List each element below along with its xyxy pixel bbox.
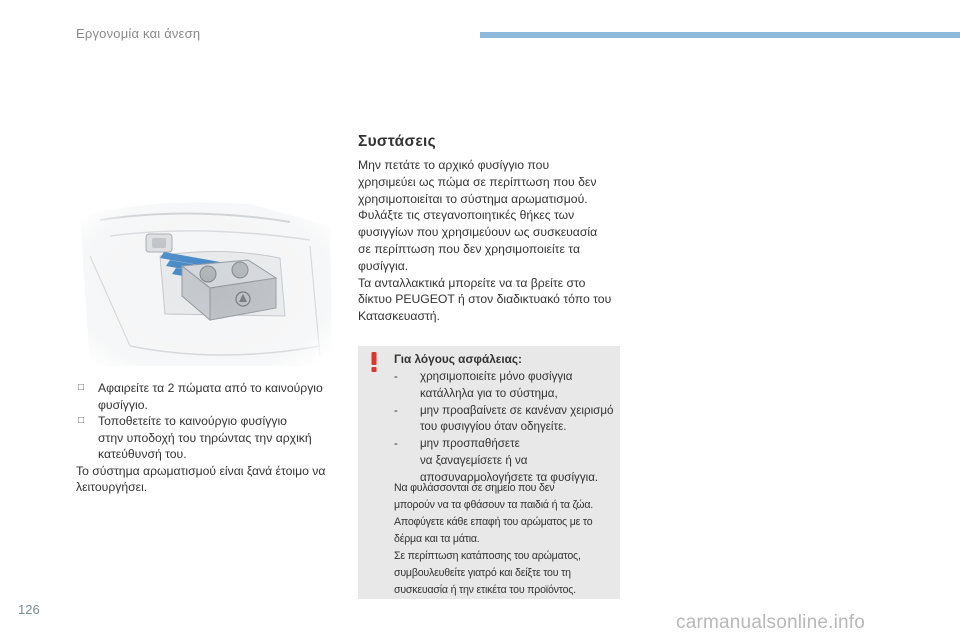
checkbox-bullet-icon: □ [78,382,85,393]
safety-list [394,369,620,487]
warning-exclamation-icon [368,352,380,372]
rec-line: Φυλάξτε τις στεγανοποιητικές θήκες των [358,208,575,223]
dash-marker: - [394,403,398,417]
step-item [76,413,346,463]
note-line: συμβουλευθείτε γιατρό και δείξτε του τη [394,567,571,579]
glovebox-fragrance-diagram-icon [70,196,338,376]
page-number: 126 [18,602,40,617]
checkbox-bullet-icon: □ [78,415,85,426]
rec-line: χρησιμεύει ως πώμα σε περίπτωση που δεν [358,174,597,189]
recommendations-body [358,157,620,325]
instruction-steps [76,380,346,496]
safety-item-text: να ξαναγεμίσετε ή να [420,453,528,467]
step-text: στην υποδοχή του τηρώντας την αρχική [98,430,312,445]
note-line: Σε περίπτωση κατάποσης του αρώματος, [394,550,581,562]
step-text: Αφαιρείτε τα 2 πώματα από το καινούργιο [98,381,323,395]
rec-line: δίκτυο PEUGEOT ή στον διαδικτυακό τόπο του [358,292,612,307]
result-line: λειτουργήσει. [76,480,148,494]
note-line: μπορούν να τα φθάσουν τα παιδιά ή τα ζώα. [394,499,594,511]
header-accent-bar [480,32,960,38]
watermark-link[interactable]: carmanualsonline.info [676,612,866,633]
safety-item [394,403,620,437]
note-line: Αποφύγετε κάθε επαφή του αρώματος με το [394,516,593,528]
step-text: φυσίγγιο. [98,397,148,412]
rec-line: φυσίγγια. [358,258,409,273]
dash-marker: - [394,370,398,383]
section-title: Εργονομία και άνεση [76,26,201,41]
rec-line: Μην πετάτε το αρχικό φυσίγγιο που [358,158,550,172]
safety-warning-panel [358,346,620,599]
rec-line: φυσιγγίων που χρησιμεύουν ως συσκευασία [358,225,598,240]
step-text: κατεύθυνσή του. [98,447,187,461]
safety-title: Για λόγους ασφάλειας: [394,352,522,366]
rec-line: Κατασκευαστή. [358,309,440,324]
result-line: Το σύστημα αρωματισμού είναι ξανά έτοιμο να [76,463,326,478]
step-item [76,380,346,413]
step-text: Τοποθετείτε το καινούργιο φυσίγγιο [98,414,287,428]
result-text [76,463,346,496]
note-line: Να φυλάσσονται σε σημείο που δεν [394,482,555,494]
safety-item-text: αποσυναρμολογήσετε τα φυσίγγια. [420,470,599,484]
rec-line: σε περίπτωση που δεν χρησιμοποιείτε τα [358,241,580,256]
safety-item-text: χρησιμοποιείτε μόνο φυσίγγια [420,370,573,383]
note-line: δέρμα και τα μάτια. [394,533,480,545]
safety-item-text: μην προαβαίνετε σε κανέναν χειρισμό [420,403,614,417]
dash-marker: - [394,437,398,451]
safety-item-text: μην προσπαθήσετε [420,437,520,451]
note-line: συσκευασία ή την ετικέτα του προϊόντος. [394,584,576,596]
safety-item [394,369,620,403]
safety-item-text: κατάλληλα για το σύστημα, [420,386,558,400]
safety-item-text: του φυσιγγίου όταν οδηγείτε. [420,420,567,434]
rec-line: χρησιμοποιείται το σύστημα αρωματισμού. [358,191,588,206]
safety-note [394,480,616,599]
rec-line: Τα ανταλλακτικά μπορείτε να τα βρείτε στο [358,275,586,290]
recommendations-heading: Συστάσεις [358,133,436,150]
